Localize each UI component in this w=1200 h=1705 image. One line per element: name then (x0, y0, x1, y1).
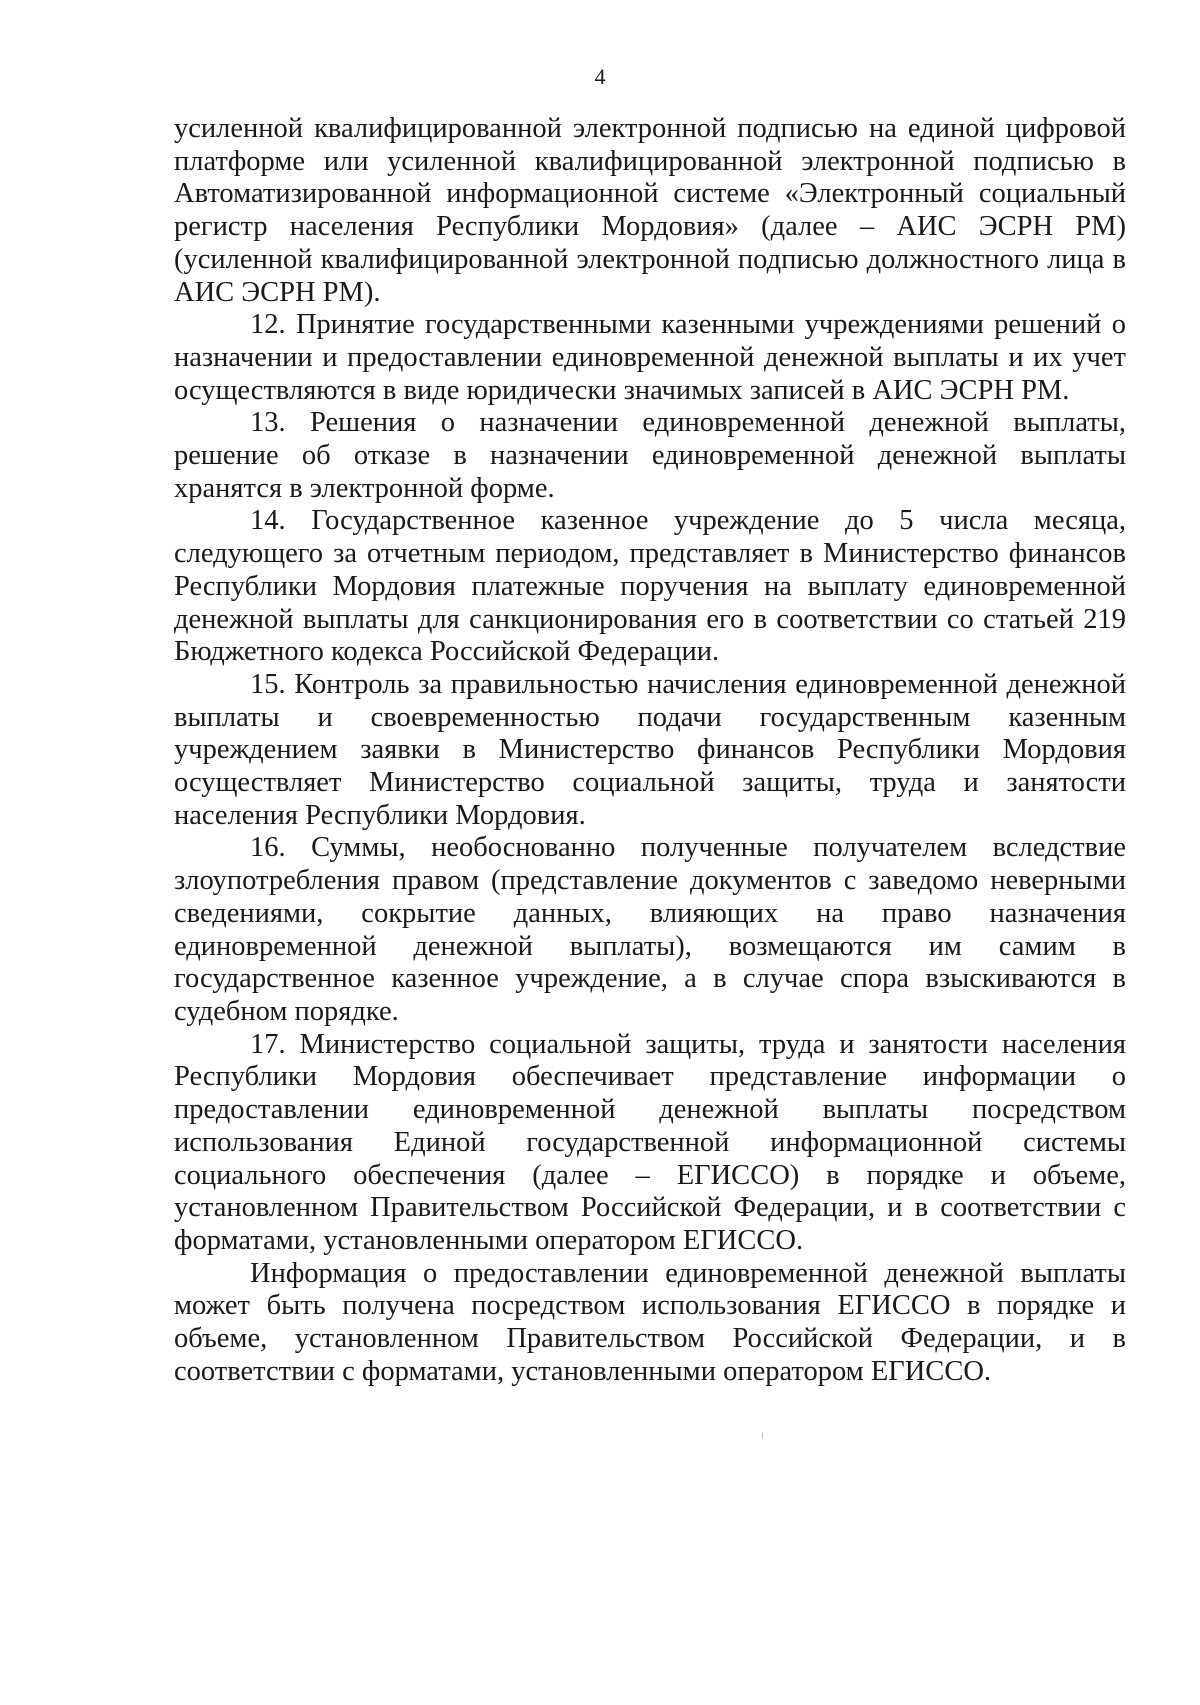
document-body (174, 113, 1126, 1388)
paragraph-14: 14. Государственное казенное учреждение до 5 числа месяца, следующего за отчетным периодом, представляет в Министерство финансов Республики Мордовия платежные поручения на выплату единовременной денежной выплаты для санкционирования его в соответствии со статьей 219 Бюджетного кодекса Российской Федерации. (174, 505, 1126, 668)
page-number: 4 (594, 64, 606, 89)
paragraph-12: 12. Принятие государственными казенными учреждениями решений о назначении и предоставлении единовременной денежной выплаты и их учет осуществляются в виде юридически значимых записей в АИС ЭСРН РМ. (174, 309, 1126, 406)
paragraph-17: 17. Министерство социальной защиты, труда и занятости населения Республики Мордовия обеспечивает представление информации о предоставлении единовременной денежной выплаты посредством использования Единой государственной информационной системы социального обеспечения (далее – ЕГИССО) в порядке и объеме, установленном Правительством Российской Федерации, и в соответствии с форматами, установленными оператором ЕГИССО. (174, 1028, 1126, 1256)
paragraph-egisso-info: Информация о предоставлении единовременной денежной выплаты может быть получена посредством использования ЕГИССО в порядке и объеме, установленном Правительством Российской Федерации, и в соответствии с форматами, установленными оператором ЕГИССО. (174, 1257, 1126, 1387)
scan-artifact (762, 1432, 763, 1439)
paragraph-16: 16. Суммы, необоснованно полученные получателем вследствие злоупотребления правом (представление документов с заведомо неверными сведениями, сокрытие данных, влияющих на право назначения единовременной денежной выплаты), возмещаются им самим в государственное казенное учреждение, а в случае спора взыскиваются в судебном порядке. (174, 832, 1126, 1027)
paragraph-13: 13. Решения о назначении единовременной денежной выплаты, решение об отказе в назначении единовременной денежной выплаты хранятся в электронной форме. (174, 407, 1126, 504)
paragraph-15: 15. Контроль за правильностью начисления единовременной денежной выплаты и своевременностью подачи государственным казенным учреждением заявки в Министерство финансов Республики Мордовия осуществляет Министерство социальной защиты, труда и занятости населения Республики Мордовия. (174, 668, 1126, 831)
paragraph-continuation: усиленной квалифицированной электронной подписью на единой цифровой платформе или усиленной квалифицированной электронной подписью в Автоматизированной информационной системе «Электронный социальный регистр населения Республики Мордовия» (далее – АИС ЭСРН РМ) (усиленной квалифицированной электронной подписью должностного лица в АИС ЭСРН РМ). (174, 113, 1126, 308)
